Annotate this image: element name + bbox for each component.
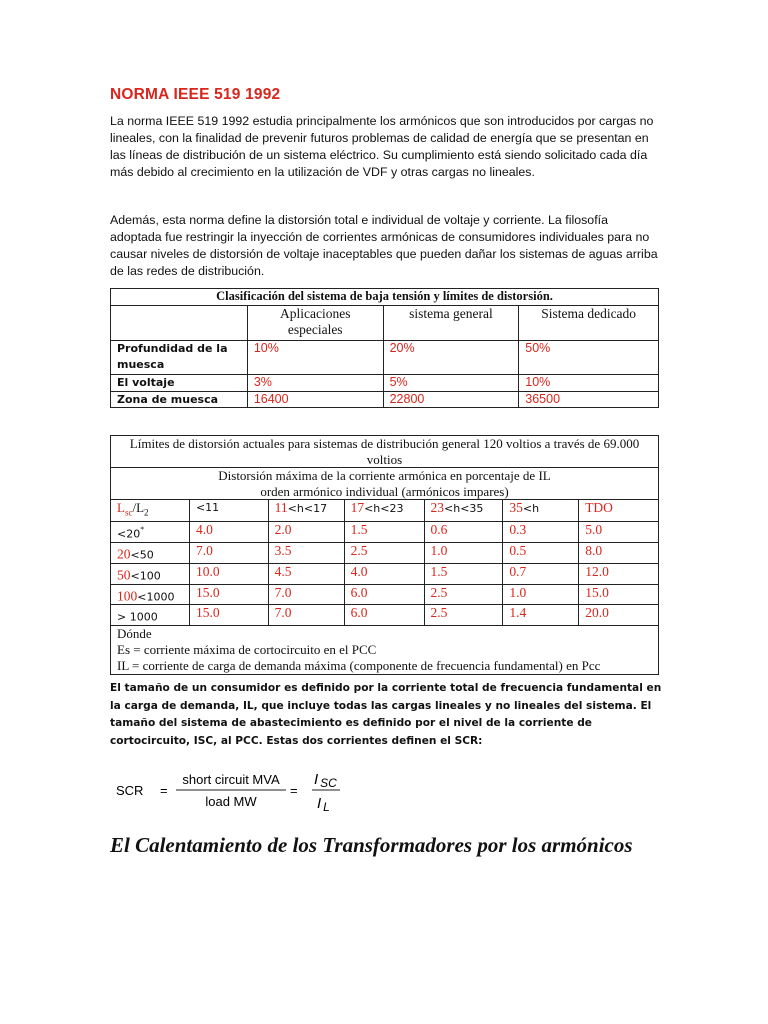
row-label-rest: <100 — [130, 569, 161, 583]
table-cell: 8.0 — [579, 542, 659, 563]
table-cell: 16400 — [247, 391, 383, 408]
header-17-23 — [344, 500, 424, 522]
table-cell: 2.5 — [424, 584, 503, 605]
scr-formula — [114, 765, 374, 813]
table-cell: 7.0 — [189, 542, 268, 563]
i-l-main: I — [317, 795, 322, 812]
scr-paragraph: El tamaño de un consumidor es definido por la corriente total de frecuencia fundamental en la carga de demanda, IL, que incluye todas las cargas lineales y no lineales del sistema. El tamaño del sistema de abastecimiento es definido por el nivel de la corriente de cortocircuito, ISC, al PCC. Estas dos corrientes definen el SCR: — [110, 682, 662, 747]
table-row — [111, 375, 659, 392]
low-voltage-classification-table — [110, 288, 659, 408]
table-cell: 1.5 — [424, 563, 503, 584]
header-rest: <h<17 — [287, 502, 328, 515]
header-lt11: <11 — [189, 500, 268, 522]
row-label-num: 100 — [117, 587, 138, 603]
table-cell: 1.0 — [424, 542, 503, 563]
table-cell: 12.0 — [579, 563, 659, 584]
formula-numerator: short circuit MVA — [182, 772, 280, 787]
table2-notes — [111, 626, 659, 675]
table2-caption: Límites de distorsión actuales para sistemas de distribución general 120 voltios a través de 69.000 voltios — [111, 436, 659, 468]
header-num: 17 — [350, 500, 365, 515]
table-row — [111, 563, 659, 584]
table-cell: 15.0 — [189, 605, 268, 626]
row-label-rest: <50 — [130, 548, 154, 562]
i-sc-sub: SC — [320, 776, 337, 790]
note-es: Es = corriente máxima de cortocircuito en el PCC — [117, 642, 377, 658]
header-35-h — [503, 500, 579, 522]
table-cell: 10.0 — [189, 563, 268, 584]
header-rest: <h<35 — [444, 502, 484, 515]
intro-paragraph: La norma IEEE 519 1992 estudia principalmente los armónicos que son introducidos por cargas no lineales, con la finalidad de prevenir futuros problemas de calidad de energía que se presentan en las líneas de distribución de un sistema eléctrico. Su cumplimiento está siendo solicitado cada día más debido al crecimiento en la utilización de VDF y otras cargas no lineales. — [110, 114, 654, 179]
row-label-num: 50 — [117, 567, 131, 583]
note-donde: Dónde — [117, 626, 152, 642]
formula-eq: = — [160, 783, 168, 798]
current-distortion-limits-table — [110, 435, 659, 675]
table-row — [111, 391, 659, 408]
row-label — [111, 542, 190, 563]
table2-subcaption — [111, 468, 659, 500]
table-row — [111, 584, 659, 605]
table1-header-empty — [111, 306, 248, 341]
table-cell: 36500 — [519, 391, 659, 408]
row-label — [111, 563, 190, 584]
table-cell: 6.0 — [344, 584, 424, 605]
table-cell: 0.6 — [424, 522, 503, 543]
header-num: 23 — [430, 500, 444, 515]
table2-subcaption-line1: Distorsión máxima de la corriente armónica en porcentaje de IL — [218, 468, 551, 483]
table-cell: 2.5 — [344, 542, 424, 563]
table2-body — [111, 522, 659, 626]
table-cell: 6.0 — [344, 605, 424, 626]
row-label: El voltaje — [111, 375, 248, 392]
table-row — [111, 341, 659, 375]
header-tdo: TDO — [579, 500, 659, 522]
l2-sub: 2 — [144, 507, 149, 518]
table-cell: 50% — [519, 341, 659, 375]
table-cell: 3% — [247, 375, 383, 392]
table-cell: 3.5 — [268, 542, 344, 563]
lsc-l: L — [117, 500, 125, 515]
table-cell: 20.0 — [579, 605, 659, 626]
table-cell: 4.5 — [268, 563, 344, 584]
table-cell: 1.4 — [503, 605, 579, 626]
table2-header-row — [111, 500, 659, 522]
table-cell: 2.5 — [424, 605, 503, 626]
table-row — [111, 542, 659, 563]
formula-denominator: load MW — [205, 794, 257, 809]
header-11-17 — [268, 500, 344, 522]
table-cell: 0.3 — [503, 522, 579, 543]
row-label — [111, 584, 190, 605]
lsc-sub: sc — [124, 507, 133, 518]
table-cell: 0.7 — [503, 563, 579, 584]
table-cell: 22800 — [383, 391, 519, 408]
table-cell: 5.0 — [579, 522, 659, 543]
row-label-rest: > 1000 — [117, 610, 158, 624]
row-label-rest: <1000 — [137, 589, 175, 603]
row-label: Profundidad de la muesca — [111, 341, 248, 375]
table-cell: 5% — [383, 375, 519, 392]
row-label-num: 20 — [117, 546, 131, 562]
row-label — [111, 522, 190, 543]
row-label: Zona de muesca — [111, 391, 248, 408]
philosophy-paragraph: Además, esta norma define la distorsión total e individual de voltaje y corriente. La filosofía adoptada fue restringir la inyección de corrientes armónicas de consumidores individuales para no causar niveles de distorsión de voltaje inaceptables que pueden dañar los sistemas de aguas arriba de las redes de distribución. — [110, 213, 658, 278]
table-cell: 1.5 — [344, 522, 424, 543]
header-rest: <h — [522, 502, 540, 515]
table-cell: 10% — [519, 375, 659, 392]
row-label-rest: <20 — [117, 527, 141, 541]
table2-subcaption-line2: orden armónico individual (armónicos impares) — [260, 483, 509, 499]
table1-header-dedicado: Sistema dedicado — [519, 306, 659, 341]
table-cell: 0.5 — [503, 542, 579, 563]
table-cell: 7.0 — [268, 584, 344, 605]
table-cell: 7.0 — [268, 605, 344, 626]
table-cell: 15.0 — [579, 584, 659, 605]
formula-i-sc — [314, 771, 337, 790]
table-row — [111, 522, 659, 543]
table-cell: 4.0 — [344, 563, 424, 584]
table-cell: 1.0 — [503, 584, 579, 605]
table1-header-aplicaciones: Aplicaciones especiales — [247, 306, 383, 341]
table1-header-general: sistema general — [383, 306, 519, 341]
i-sc-main: I — [314, 771, 319, 788]
note-il: IL = corriente de carga de demanda máxima (componente de frecuencia fundamental) en Pcc — [117, 658, 601, 674]
table-row — [111, 605, 659, 626]
table-cell: 20% — [383, 341, 519, 375]
section-heading: El Calentamiento de los Transformadores por los armónicos — [110, 833, 633, 857]
header-num: 11 — [274, 500, 288, 515]
i-l-sub: L — [323, 800, 330, 813]
formula-lhs: SCR — [116, 783, 144, 798]
table-cell: 4.0 — [189, 522, 268, 543]
header-rest: <h<23 — [364, 502, 404, 515]
row-label — [111, 605, 190, 626]
table-cell: 2.0 — [268, 522, 344, 543]
formula-i-l — [317, 795, 330, 813]
row-label-sup: * — [140, 525, 145, 535]
page-title: NORMA IEEE 519 1992 — [110, 86, 281, 103]
header-23-35 — [424, 500, 503, 522]
formula-eq2: = — [290, 783, 298, 798]
table-cell: 10% — [247, 341, 383, 375]
header-num: 35 — [509, 500, 523, 515]
table1-caption: Clasificación del sistema de baja tensión y límites de distorsión. — [111, 289, 659, 306]
table-cell: 15.0 — [189, 584, 268, 605]
header-lsc-l2 — [111, 500, 190, 522]
lsc-slash-l: /L — [132, 500, 145, 515]
